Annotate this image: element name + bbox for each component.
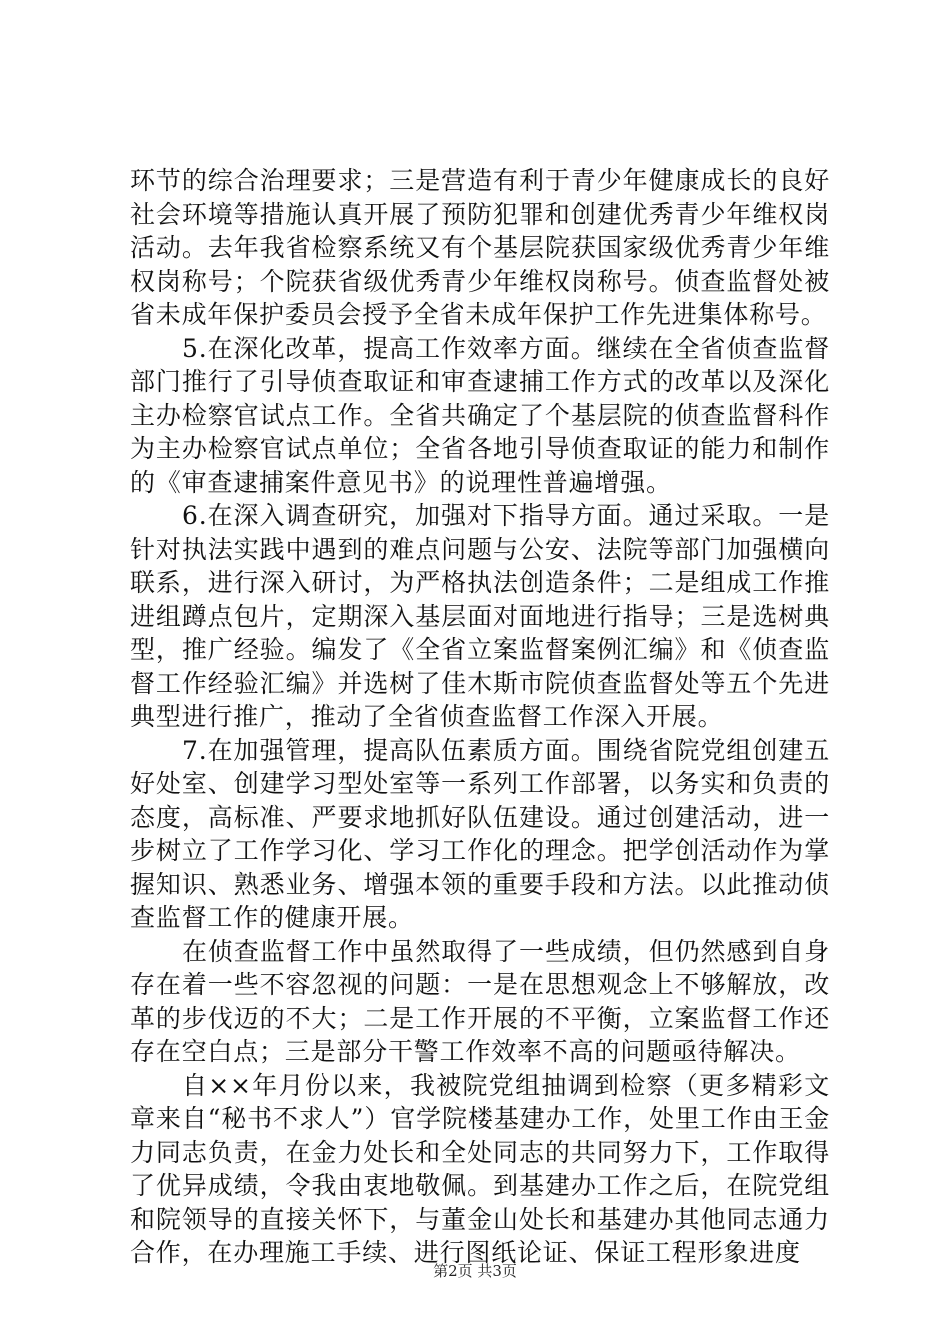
paragraph-item-6: 6.在深入调查研究，加强对下指导方面。通过采取。一是针对执法实践中遇到的难点问题与公安、法院等部门加强横向联系，进行深入研讨，为严格执法创造条件；二是组成工作推进组蹲点包片，定期深入基层面对面地进行指导；三是选树典型，推广经验。编发了《全省立案监督案例汇编》和《侦查监督工作经验汇编》并选树了佳木斯市院侦查监督处等五个先进典型进行推广，推动了全省侦查监督工作深入开展。 [130,501,830,731]
page-footer: 第2页 共3页 [433,1262,517,1280]
paragraph-item-5: 5.在深化改革，提高工作效率方面。继续在全省侦查监督部门推行了引导侦查取证和审查逮捕工作方式的改革以及深化主办检察官试点工作。全省共确定了个基层院的侦查监督科作为主办检察官试点单位；全省各地引导侦查取证的能力和制作的《审查逮捕案件意见书》的说理性普遍增强。 [130,333,830,497]
paragraph-problems: 在侦查监督工作中虽然取得了一些成绩，但仍然感到自身存在着一些不容忽视的问题：一是在思想观念上不够解放，改革的步伐迈的不大；二是工作开展的不平衡，立案监督工作还存在空白点；三是部分干警工作效率不高的问题亟待解决。 [130,936,830,1066]
paragraph-continuation: 环节的综合治理要求；三是营造有利于青少年健康成长的良好社会环境等措施认真开展了预防犯罪和创建优秀青少年维权岗活动。去年我省检察系统又有个基层院获国家级优秀青少年维权岗称号；个院获省级优秀青少年维权岗称号。侦查监督处被省未成年保护委员会授予全省未成年保护工作先进集体称号。 [130,166,830,329]
paragraph-personal: 自××年月份以来，我被院党组抽调到检察（更多精彩文章来自“秘书不求人”）官学院楼基建办工作，处里工作由王金力同志负责，在金力处长和全处同志的共同努力下，工作取得了优异成绩，令我由衷地敬佩。到基建办工作之后，在院党组和院领导的直接关怀下，与董金山处长和基建办其他同志通力合作，在办理施工手续、进行图纸论证、保证工程形象进度 [130,1070,830,1267]
document-body [130,164,830,1270]
paragraph-item-7: 7.在加强管理，提高队伍素质方面。围绕省院党组创建五好处室、创建学习型处室等一系列工作部署，以务实和负责的态度，高标准、严要求地抓好队伍建设。通过创建活动，进一步树立了工作学习化、学习工作化的理念。把学创活动作为掌握知识、熟悉业务、增强本领的重要手段和方法。以此推动侦查监督工作的健康开展。 [130,735,830,932]
